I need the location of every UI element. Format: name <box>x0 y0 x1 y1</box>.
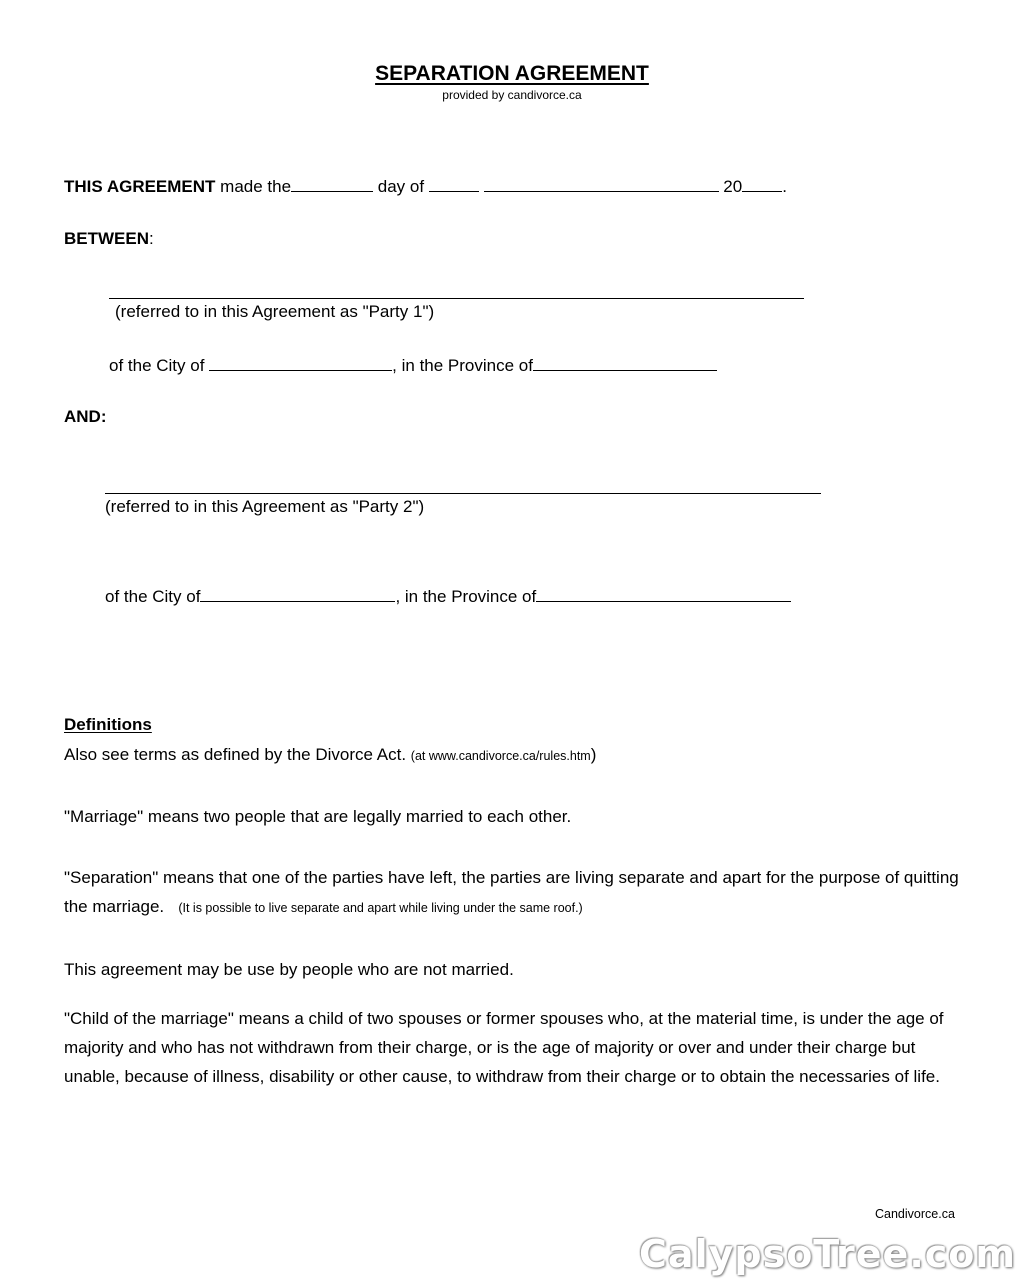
definition-child: "Child of the marriage" means a child of two spouses or former spouses who, at the material time, is under the age of majority and who has not withdrawn from their charge, or is the age of majority or over and under their charge but unable, because of illness, disability or other cause, to withdraw from their charge or to obtain the necessaries of life. <box>64 1009 944 1086</box>
party2-province-prefix: , in the Province of <box>395 587 537 606</box>
party1-referred: (referred to in this Agreement as "Party 1") <box>115 302 435 321</box>
between-colon: : <box>149 229 154 248</box>
footer-site: Candivorce.ca <box>875 1207 955 1221</box>
party2-city-prefix: of the City of <box>105 587 201 606</box>
definitions-intro-close: ) <box>590 745 597 764</box>
day-of-text: day of <box>373 177 429 196</box>
party2-province-blank[interactable] <box>536 585 791 602</box>
party2-location-line <box>105 585 791 608</box>
definition-separation <box>64 863 964 923</box>
definitions-intro-link: (at www.candivorce.ca/rules.htm <box>410 749 591 763</box>
party1-province-prefix: , in the Province of <box>392 356 533 375</box>
between-heading <box>64 228 154 250</box>
agreement-date-line <box>64 175 787 198</box>
agreement-lead: THIS AGREEMENT <box>64 177 216 196</box>
and-heading: AND: <box>64 407 107 426</box>
document-title <box>0 61 1024 87</box>
month-blank-long[interactable] <box>484 175 719 192</box>
separation-note: (It is possible to live separate and apart while living under the same roof.) <box>178 901 583 915</box>
agreement-line-end: . <box>782 177 787 196</box>
title-text: SEPARATION AGREEMENT <box>375 62 649 85</box>
made-the-text: made the <box>215 177 292 196</box>
month-blank-short[interactable] <box>429 175 479 192</box>
watermark-text: CalypsoTree.com <box>639 1232 1016 1276</box>
separation-text: "Separation" means that one of the parties have left, the parties are living separate and apart for the purpose of quitting the marriage. <box>64 868 959 916</box>
party1-location-line <box>109 354 717 377</box>
year-prefix-text: 20 <box>718 177 743 196</box>
definition-marriage: "Marriage" means two people that are legally married to each other. <box>64 807 572 826</box>
document-subtitle: provided by candivorce.ca <box>442 88 582 102</box>
between-label: BETWEEN <box>64 229 149 248</box>
party1-name-line[interactable] <box>109 298 804 299</box>
party1-province-blank[interactable] <box>533 354 717 371</box>
definitions-intro-text: Also see terms as defined by the Divorce Act. <box>64 745 411 764</box>
party1-city-blank[interactable] <box>209 354 392 371</box>
definitions-intro <box>64 744 596 767</box>
year-blank[interactable] <box>742 175 782 192</box>
party1-city-prefix: of the City of <box>109 356 210 375</box>
party2-city-blank[interactable] <box>200 585 395 602</box>
definitions-heading: Definitions <box>64 715 152 734</box>
definition-not-married: This agreement may be use by people who are not married. <box>64 960 514 979</box>
party2-referred: (referred to in this Agreement as "Party 2") <box>105 497 425 516</box>
party2-name-line[interactable] <box>105 493 821 494</box>
day-blank[interactable] <box>291 175 373 192</box>
